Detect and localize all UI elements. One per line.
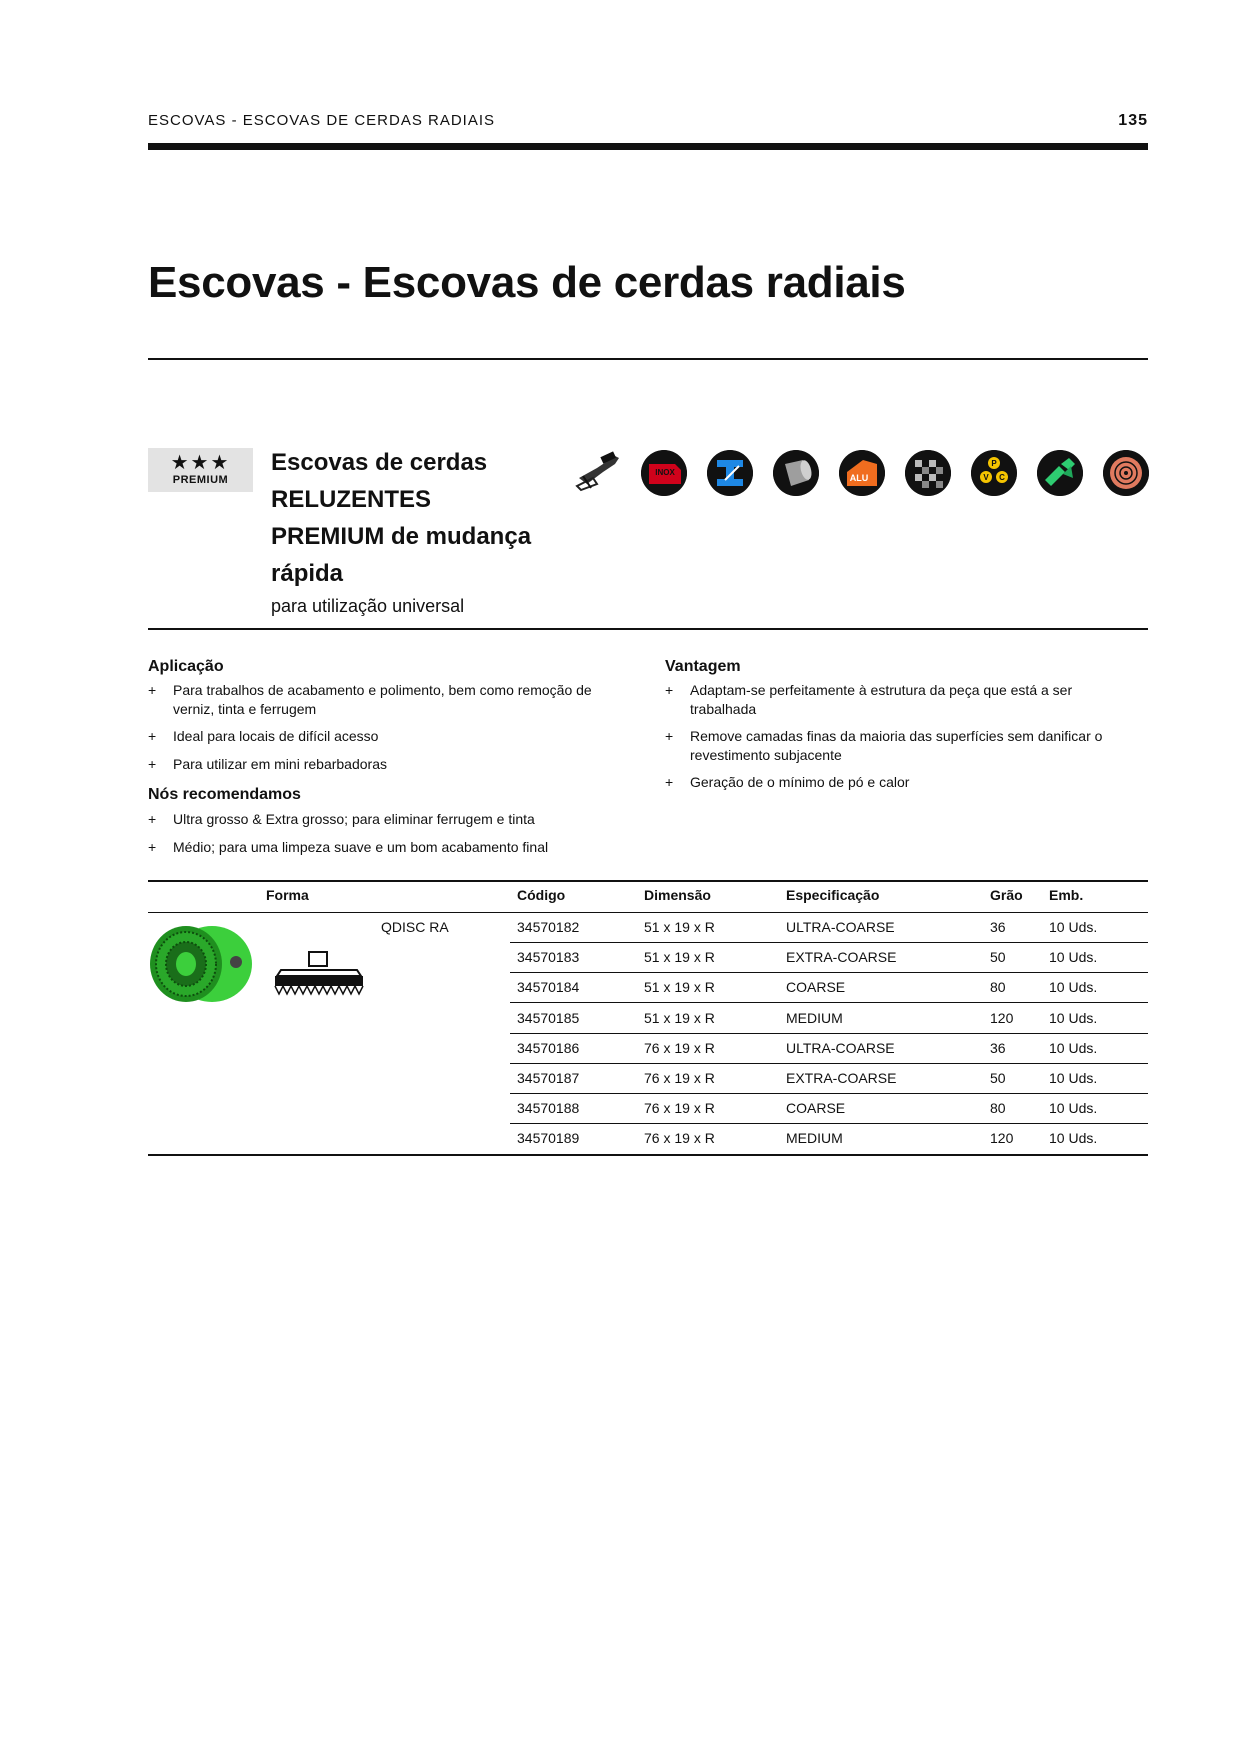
list-item (148, 810, 648, 829)
header-especificacao: Especificação (786, 887, 880, 903)
recomendamos-heading: Nós recomendamos (148, 786, 301, 803)
bullet-plus: + (148, 756, 157, 772)
cell-especificacao: ULTRA-COARSE (786, 1039, 895, 1056)
header-dimensao: Dimensão (644, 887, 711, 903)
product-title-line: rápida (271, 560, 344, 587)
forma-label: QDISC RA (381, 919, 449, 935)
wood-icon (1103, 450, 1149, 496)
bullet-plus: + (665, 774, 674, 790)
list-item-text: Adaptam-se perfeitamente à estrutura da peça que está a ser (690, 682, 1073, 698)
cell-dimensao: 76 x 19 x R (644, 1100, 715, 1117)
cell-codigo: 34570186 (517, 1039, 580, 1056)
table-bottom-rule (148, 1154, 1148, 1156)
cell-emb: 10 Uds. (1049, 1009, 1098, 1026)
cell-dimensao: 51 x 19 x R (644, 979, 715, 996)
list-item-text: Para trabalhos de acabamento e polimento, bem como remoção de (173, 682, 592, 698)
alu-icon (839, 450, 885, 496)
list-item (148, 727, 648, 746)
cell-especificacao: COARSE (786, 979, 846, 996)
product-title (271, 444, 571, 592)
list-item-text: Médio; para uma limpeza suave e um bom acabamento final (173, 839, 549, 855)
cell-emb: 10 Uds. (1049, 1039, 1098, 1056)
cell-emb: 10 Uds. (1049, 1070, 1098, 1086)
table-row-rule (510, 1002, 1148, 1003)
bullet-plus: + (148, 682, 157, 698)
premium-stars: ★★★ (170, 452, 231, 474)
cell-codigo: 34570189 (517, 1130, 580, 1147)
header-emb: Emb. (1049, 887, 1084, 903)
list-item-text: Ideal para locais de difícil acesso (173, 728, 379, 744)
cell-dimensao: 76 x 19 x R (644, 1130, 715, 1147)
cell-especificacao: MEDIUM (786, 1009, 843, 1026)
list-item-text: trabalhada (690, 701, 757, 717)
table-top-rule (148, 880, 1148, 882)
product-drawing (271, 950, 367, 996)
cell-emb: 10 Uds. (1049, 979, 1098, 996)
list-item (665, 681, 1145, 719)
cell-grao: 36 (990, 1039, 1006, 1056)
title-divider (148, 358, 1148, 360)
header-forma: Forma (266, 887, 309, 903)
cell-emb: 10 Uds. (1049, 919, 1098, 935)
cell-emb: 10 Uds. (1049, 1100, 1098, 1117)
cell-dimensao: 51 x 19 x R (644, 919, 715, 935)
cell-dimensao: 76 x 19 x R (644, 1070, 715, 1086)
table-row-rule (510, 1033, 1148, 1034)
header-rule (148, 143, 1148, 150)
cell-codigo: 34570183 (517, 949, 580, 966)
list-item-text: Ultra grosso & Extra grosso; para eliminar ferrugem e tinta (173, 811, 535, 827)
premium-badge (148, 448, 253, 492)
cell-grao: 120 (990, 1009, 1014, 1026)
pvc-label-c: C (999, 473, 1005, 482)
list-item-text: Geração de o mínimo de pó e calor (690, 774, 910, 790)
page-number: 135 (1118, 112, 1148, 129)
list-item-text: revestimento subjacente (690, 747, 842, 763)
header-grao: Grão (990, 887, 1023, 903)
cell-dimensao: 51 x 19 x R (644, 949, 715, 966)
cell-especificacao: EXTRA-COARSE (786, 949, 897, 966)
inox-label: INOX (655, 468, 675, 477)
vantagem-heading: Vantagem (665, 658, 741, 675)
list-item-text: Remove camadas finas da maioria das superfícies sem danificar o (690, 728, 1103, 744)
cell-codigo: 34570187 (517, 1070, 580, 1086)
page-title: Escovas - Escovas de cerdas radiais (148, 258, 906, 307)
plastic-icon (1037, 450, 1083, 496)
bullet-plus: + (665, 682, 674, 698)
product-title-line: Escovas de cerdas (271, 449, 488, 476)
cell-grao: 80 (990, 1100, 1006, 1117)
cell-grao: 50 (990, 1070, 1006, 1086)
list-item (148, 838, 648, 857)
pvc-label-p: P (991, 459, 997, 468)
table-row-rule (510, 1093, 1148, 1094)
list-item (148, 755, 648, 774)
angle-grinder-icon (575, 448, 621, 492)
bullet-plus: + (665, 728, 674, 744)
cell-codigo: 34570182 (517, 919, 580, 935)
cell-especificacao: MEDIUM (786, 1130, 843, 1147)
cell-grao: 50 (990, 949, 1006, 966)
cell-codigo: 34570184 (517, 979, 580, 996)
table-row-rule (510, 972, 1148, 973)
header-codigo: Código (517, 887, 566, 903)
cell-emb: 10 Uds. (1049, 1130, 1098, 1147)
product-title-line: RELUZENTES (271, 486, 432, 513)
section-divider (148, 628, 1148, 630)
product-photo (148, 924, 256, 1004)
list-item (665, 727, 1145, 765)
steel-icon (707, 450, 753, 496)
cell-dimensao: 76 x 19 x R (644, 1039, 715, 1056)
cell-grao: 80 (990, 979, 1006, 996)
list-item-text: verniz, tinta e ferrugem (173, 701, 317, 717)
product-subtitle: para utilização universal (271, 596, 465, 616)
cell-especificacao: ULTRA-COARSE (786, 919, 895, 935)
premium-label: PREMIUM (172, 474, 229, 486)
cell-grao: 120 (990, 1130, 1014, 1147)
bullet-plus: + (148, 839, 157, 855)
product-title-line: PREMIUM de mudança (271, 523, 532, 550)
running-header: ESCOVAS - ESCOVAS DE CERDAS RADIAIS (148, 112, 496, 129)
cell-codigo: 34570185 (517, 1009, 580, 1026)
aplicacao-heading: Aplicação (148, 658, 224, 675)
cell-codigo: 34570188 (517, 1100, 580, 1117)
composite-icon (905, 450, 951, 496)
list-item-text: Para utilizar em mini rebarbadoras (173, 756, 387, 772)
cell-especificacao: EXTRA-COARSE (786, 1070, 897, 1086)
list-item (665, 773, 1145, 792)
table-row-rule (510, 1123, 1148, 1124)
list-item (148, 681, 648, 719)
inox-icon (641, 450, 687, 496)
cell-dimensao: 51 x 19 x R (644, 1009, 715, 1026)
pvc-label-v: V (983, 473, 989, 482)
bullet-plus: + (148, 728, 157, 744)
cell-grao: 36 (990, 919, 1006, 935)
pvc-icon (971, 450, 1017, 496)
table-header-rule (148, 912, 1148, 913)
alu-label: ALU (849, 473, 869, 483)
cell-especificacao: COARSE (786, 1100, 846, 1117)
table-row-rule (510, 1063, 1148, 1064)
table-row-rule (510, 942, 1148, 943)
tube-icon (773, 450, 819, 496)
bullet-plus: + (148, 811, 157, 827)
cell-emb: 10 Uds. (1049, 949, 1098, 966)
